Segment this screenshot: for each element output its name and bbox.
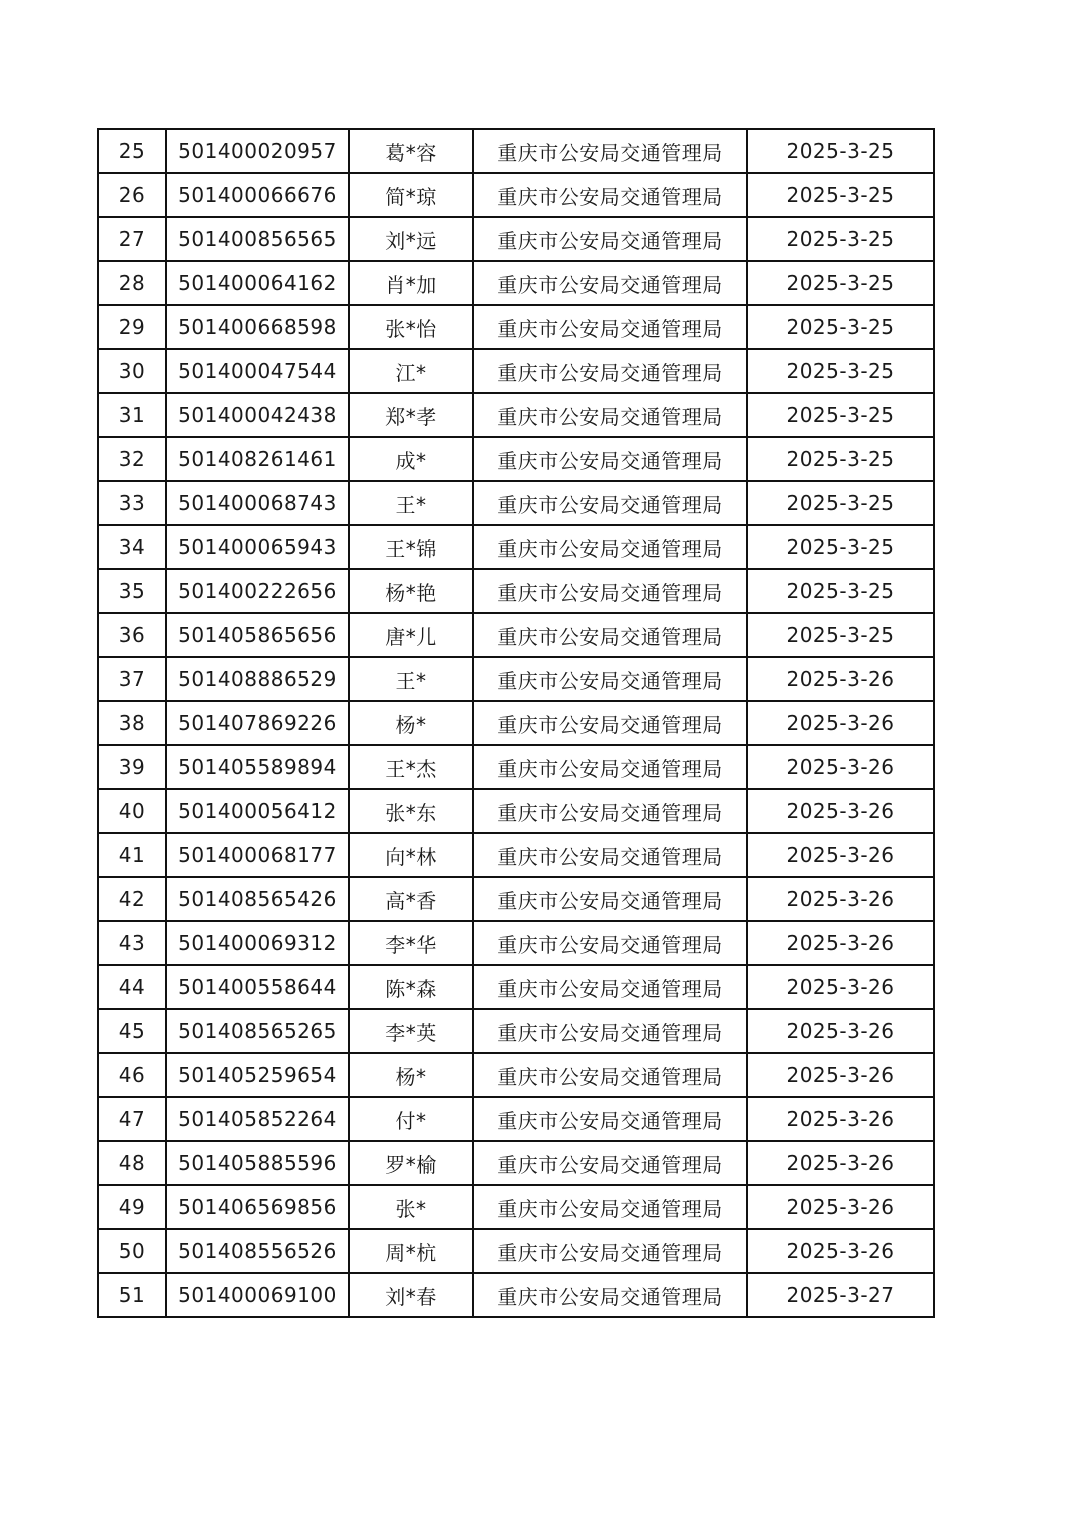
row-index-cell: 36 — [98, 613, 166, 657]
organization-cell: 重庆市公安局交通管理局 — [473, 1185, 747, 1229]
table-row — [98, 569, 934, 613]
record-id-cell: 501400042438 — [166, 393, 349, 437]
table-row — [98, 789, 934, 833]
organization-cell: 重庆市公安局交通管理局 — [473, 1009, 747, 1053]
table-row — [98, 1229, 934, 1273]
table-row — [98, 613, 934, 657]
person-name-cell: 郑*孝 — [349, 393, 473, 437]
record-id-cell: 501408556526 — [166, 1229, 349, 1273]
date-cell: 2025-3-26 — [747, 657, 934, 701]
table-row — [98, 393, 934, 437]
organization-cell: 重庆市公安局交通管理局 — [473, 921, 747, 965]
person-name-cell: 付* — [349, 1097, 473, 1141]
table-row — [98, 745, 934, 789]
organization-cell: 重庆市公安局交通管理局 — [473, 1053, 747, 1097]
date-cell: 2025-3-26 — [747, 833, 934, 877]
row-index-cell: 33 — [98, 481, 166, 525]
row-index-cell: 51 — [98, 1273, 166, 1317]
person-name-cell: 向*林 — [349, 833, 473, 877]
person-name-cell: 江* — [349, 349, 473, 393]
date-cell: 2025-3-26 — [747, 789, 934, 833]
record-id-cell: 501400056412 — [166, 789, 349, 833]
table-row — [98, 701, 934, 745]
record-id-cell: 501400068743 — [166, 481, 349, 525]
table-row — [98, 173, 934, 217]
record-id-cell: 501400047544 — [166, 349, 349, 393]
person-name-cell: 陈*森 — [349, 965, 473, 1009]
table-row — [98, 1141, 934, 1185]
organization-cell: 重庆市公安局交通管理局 — [473, 789, 747, 833]
row-index-cell: 43 — [98, 921, 166, 965]
organization-cell: 重庆市公安局交通管理局 — [473, 701, 747, 745]
row-index-cell: 39 — [98, 745, 166, 789]
date-cell: 2025-3-26 — [747, 1053, 934, 1097]
row-index-cell: 27 — [98, 217, 166, 261]
table-row — [98, 481, 934, 525]
record-id-cell: 501408565426 — [166, 877, 349, 921]
organization-cell: 重庆市公安局交通管理局 — [473, 1273, 747, 1317]
person-name-cell: 罗*榆 — [349, 1141, 473, 1185]
person-name-cell: 高*香 — [349, 877, 473, 921]
row-index-cell: 46 — [98, 1053, 166, 1097]
person-name-cell: 唐*儿 — [349, 613, 473, 657]
row-index-cell: 41 — [98, 833, 166, 877]
organization-cell: 重庆市公安局交通管理局 — [473, 129, 747, 173]
organization-cell: 重庆市公安局交通管理局 — [473, 393, 747, 437]
table-row — [98, 965, 934, 1009]
record-id-cell: 501400064162 — [166, 261, 349, 305]
record-id-cell: 501407869226 — [166, 701, 349, 745]
organization-cell: 重庆市公安局交通管理局 — [473, 305, 747, 349]
table-row — [98, 1009, 934, 1053]
row-index-cell: 45 — [98, 1009, 166, 1053]
organization-cell: 重庆市公安局交通管理局 — [473, 173, 747, 217]
table-row — [98, 217, 934, 261]
date-cell: 2025-3-26 — [747, 965, 934, 1009]
record-id-cell: 501400856565 — [166, 217, 349, 261]
record-id-cell: 501400020957 — [166, 129, 349, 173]
row-index-cell: 48 — [98, 1141, 166, 1185]
date-cell: 2025-3-27 — [747, 1273, 934, 1317]
row-index-cell: 35 — [98, 569, 166, 613]
record-id-cell: 501400069100 — [166, 1273, 349, 1317]
person-name-cell: 肖*加 — [349, 261, 473, 305]
date-cell: 2025-3-25 — [747, 481, 934, 525]
date-cell: 2025-3-26 — [747, 745, 934, 789]
organization-cell: 重庆市公安局交通管理局 — [473, 349, 747, 393]
date-cell: 2025-3-25 — [747, 173, 934, 217]
person-name-cell: 李*英 — [349, 1009, 473, 1053]
date-cell: 2025-3-25 — [747, 569, 934, 613]
organization-cell: 重庆市公安局交通管理局 — [473, 965, 747, 1009]
date-cell: 2025-3-26 — [747, 1141, 934, 1185]
row-index-cell: 28 — [98, 261, 166, 305]
record-id-cell: 501400222656 — [166, 569, 349, 613]
date-cell: 2025-3-26 — [747, 1009, 934, 1053]
row-index-cell: 49 — [98, 1185, 166, 1229]
person-name-cell: 王* — [349, 657, 473, 701]
person-name-cell: 王*锦 — [349, 525, 473, 569]
person-name-cell: 杨*艳 — [349, 569, 473, 613]
table-row — [98, 1097, 934, 1141]
row-index-cell: 37 — [98, 657, 166, 701]
person-name-cell: 刘*远 — [349, 217, 473, 261]
row-index-cell: 50 — [98, 1229, 166, 1273]
person-name-cell: 杨* — [349, 701, 473, 745]
record-id-cell: 501400069312 — [166, 921, 349, 965]
table-row — [98, 1273, 934, 1317]
record-id-cell: 501405852264 — [166, 1097, 349, 1141]
person-name-cell: 李*华 — [349, 921, 473, 965]
organization-cell: 重庆市公安局交通管理局 — [473, 261, 747, 305]
table-row — [98, 921, 934, 965]
organization-cell: 重庆市公安局交通管理局 — [473, 657, 747, 701]
record-id-cell: 501400668598 — [166, 305, 349, 349]
table-row — [98, 877, 934, 921]
record-id-cell: 501408565265 — [166, 1009, 349, 1053]
table-row — [98, 305, 934, 349]
table-row — [98, 833, 934, 877]
person-name-cell: 葛*容 — [349, 129, 473, 173]
table-row — [98, 1053, 934, 1097]
date-cell: 2025-3-25 — [747, 261, 934, 305]
organization-cell: 重庆市公安局交通管理局 — [473, 1141, 747, 1185]
record-id-cell: 501400065943 — [166, 525, 349, 569]
organization-cell: 重庆市公安局交通管理局 — [473, 437, 747, 481]
organization-cell: 重庆市公安局交通管理局 — [473, 745, 747, 789]
date-cell: 2025-3-26 — [747, 1185, 934, 1229]
organization-cell: 重庆市公安局交通管理局 — [473, 525, 747, 569]
table-row — [98, 657, 934, 701]
row-index-cell: 32 — [98, 437, 166, 481]
organization-cell: 重庆市公安局交通管理局 — [473, 613, 747, 657]
person-name-cell: 王*杰 — [349, 745, 473, 789]
date-cell: 2025-3-26 — [747, 921, 934, 965]
row-index-cell: 29 — [98, 305, 166, 349]
record-id-cell: 501400558644 — [166, 965, 349, 1009]
date-cell: 2025-3-26 — [747, 701, 934, 745]
row-index-cell: 40 — [98, 789, 166, 833]
date-cell: 2025-3-25 — [747, 217, 934, 261]
organization-cell: 重庆市公安局交通管理局 — [473, 833, 747, 877]
person-name-cell: 张*怡 — [349, 305, 473, 349]
organization-cell: 重庆市公安局交通管理局 — [473, 481, 747, 525]
record-id-cell: 501408886529 — [166, 657, 349, 701]
record-id-cell: 501408261461 — [166, 437, 349, 481]
date-cell: 2025-3-25 — [747, 437, 934, 481]
table-row — [98, 129, 934, 173]
person-name-cell: 张* — [349, 1185, 473, 1229]
person-name-cell: 简*琼 — [349, 173, 473, 217]
date-cell: 2025-3-26 — [747, 877, 934, 921]
record-id-cell: 501400068177 — [166, 833, 349, 877]
date-cell: 2025-3-26 — [747, 1097, 934, 1141]
record-id-cell: 501406569856 — [166, 1185, 349, 1229]
records-table — [97, 128, 935, 1318]
date-cell: 2025-3-25 — [747, 349, 934, 393]
person-name-cell: 杨* — [349, 1053, 473, 1097]
record-id-cell: 501405885596 — [166, 1141, 349, 1185]
date-cell: 2025-3-25 — [747, 525, 934, 569]
table-row — [98, 1185, 934, 1229]
date-cell: 2025-3-25 — [747, 305, 934, 349]
table-row — [98, 261, 934, 305]
organization-cell: 重庆市公安局交通管理局 — [473, 877, 747, 921]
table-row — [98, 525, 934, 569]
person-name-cell: 刘*春 — [349, 1273, 473, 1317]
organization-cell: 重庆市公安局交通管理局 — [473, 1229, 747, 1273]
row-index-cell: 47 — [98, 1097, 166, 1141]
person-name-cell: 周*杭 — [349, 1229, 473, 1273]
organization-cell: 重庆市公安局交通管理局 — [473, 1097, 747, 1141]
person-name-cell: 张*东 — [349, 789, 473, 833]
record-id-cell: 501400066676 — [166, 173, 349, 217]
record-id-cell: 501405865656 — [166, 613, 349, 657]
row-index-cell: 42 — [98, 877, 166, 921]
row-index-cell: 34 — [98, 525, 166, 569]
organization-cell: 重庆市公安局交通管理局 — [473, 569, 747, 613]
row-index-cell: 38 — [98, 701, 166, 745]
date-cell: 2025-3-25 — [747, 393, 934, 437]
records-table-body — [98, 129, 934, 1317]
row-index-cell: 30 — [98, 349, 166, 393]
date-cell: 2025-3-25 — [747, 129, 934, 173]
table-row — [98, 437, 934, 481]
row-index-cell: 31 — [98, 393, 166, 437]
table-row — [98, 349, 934, 393]
person-name-cell: 王* — [349, 481, 473, 525]
row-index-cell: 44 — [98, 965, 166, 1009]
record-id-cell: 501405589894 — [166, 745, 349, 789]
date-cell: 2025-3-26 — [747, 1229, 934, 1273]
person-name-cell: 成* — [349, 437, 473, 481]
date-cell: 2025-3-25 — [747, 613, 934, 657]
row-index-cell: 25 — [98, 129, 166, 173]
row-index-cell: 26 — [98, 173, 166, 217]
organization-cell: 重庆市公安局交通管理局 — [473, 217, 747, 261]
record-id-cell: 501405259654 — [166, 1053, 349, 1097]
